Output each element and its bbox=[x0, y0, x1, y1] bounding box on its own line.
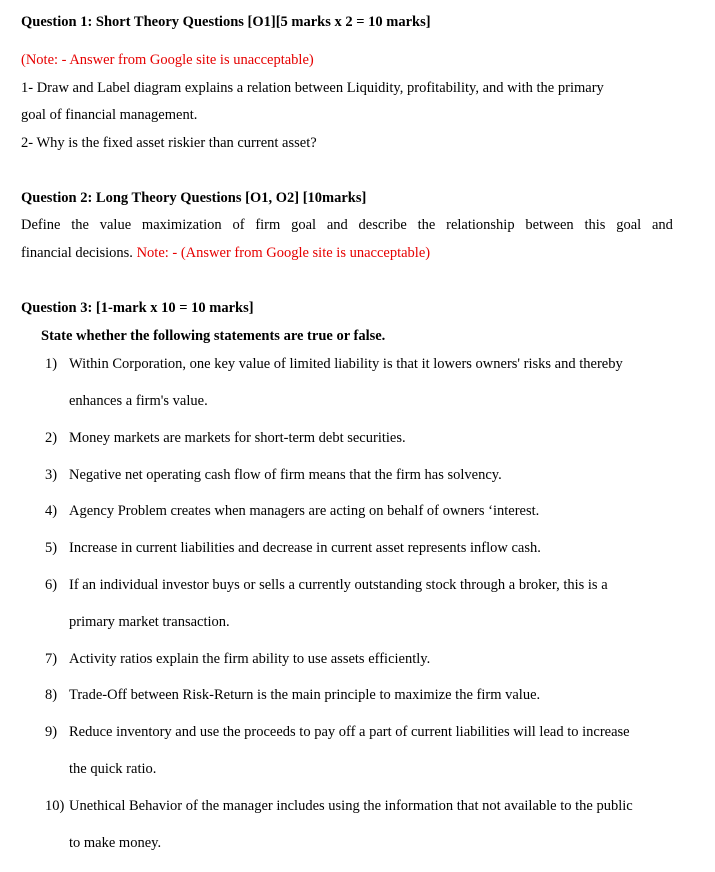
q1-item2: 2- Why is the fixed asset riskier than current asset? bbox=[21, 135, 317, 151]
q3-item-number: 3) bbox=[45, 467, 58, 483]
q2-line1-word: firm bbox=[255, 217, 281, 233]
q3-item-number: 9) bbox=[45, 724, 58, 740]
q3-item-statement: Money markets are markets for short-term debt securities. bbox=[69, 430, 406, 446]
q2-line1-word: value bbox=[99, 217, 132, 233]
q3-item-statement: Within Corporation, one key value of limited liability is that it lowers owners' risks and thereby bbox=[69, 356, 623, 372]
q2-line1-word: between bbox=[525, 217, 574, 233]
q3-item-statement-continued: the quick ratio. bbox=[69, 761, 157, 777]
q3-item-number: 1) bbox=[45, 356, 58, 372]
q1-item1-line2: goal of financial management. bbox=[21, 107, 198, 123]
q3-item-number: 7) bbox=[45, 651, 58, 667]
q2-line1 bbox=[21, 216, 673, 234]
q2-heading: Question 2: Long Theory Questions [O1, O2] [10marks] bbox=[21, 190, 367, 206]
q1-heading: Question 1: Short Theory Questions [O1][5 marks x 2 = 10 marks] bbox=[21, 14, 431, 30]
q3-item-statement: Activity ratios explain the firm ability to use assets efficiently. bbox=[69, 651, 431, 667]
q3-item-number: 2) bbox=[45, 430, 58, 446]
q2-line1-word: goal bbox=[291, 217, 317, 233]
q3-item-number: 6) bbox=[45, 577, 58, 593]
q3-item-statement: Negative net operating cash flow of firm means that the firm has solvency. bbox=[69, 467, 502, 483]
q3-heading: Question 3: [1-mark x 10 = 10 marks] bbox=[21, 300, 254, 316]
q3-item-statement-continued: enhances a firm's value. bbox=[69, 393, 208, 409]
q2-line1-word: maximization bbox=[141, 217, 222, 233]
q2-line1-word: this bbox=[584, 217, 606, 233]
q3-item-statement: Increase in current liabilities and decrease in current asset represents inflow cash. bbox=[69, 540, 541, 556]
q2-line1-word: relationship bbox=[446, 217, 515, 233]
q2-note: Note: - (Answer from Google site is unacceptable) bbox=[136, 245, 431, 261]
q3-item-number: 4) bbox=[45, 503, 58, 519]
q2-line1-word: Define bbox=[21, 217, 61, 233]
q3-item-statement: If an individual investor buys or sells a currently outstanding stock through a broker, this is a bbox=[69, 577, 608, 593]
q2-line1-word: of bbox=[232, 217, 245, 233]
q2-line2 bbox=[21, 244, 430, 262]
q3-item-statement: Unethical Behavior of the manager includes using the information that not available to the public bbox=[69, 798, 633, 814]
q2-line1-word: describe bbox=[358, 217, 407, 233]
q3-item-statement: Trade-Off between Risk-Return is the main principle to maximize the firm value. bbox=[69, 687, 541, 703]
q2-line1-word: the bbox=[71, 217, 89, 233]
q3-item-statement: Agency Problem creates when managers are acting on behalf of owners ‘interest. bbox=[69, 503, 540, 519]
q2-line1-word: and bbox=[651, 217, 673, 233]
q3-item-statement-continued: primary market transaction. bbox=[69, 614, 230, 630]
q2-line1-word: and bbox=[326, 217, 348, 233]
q3-item-number: 8) bbox=[45, 687, 58, 703]
q3-item-number: 10) bbox=[45, 798, 65, 814]
q3-item-statement-continued: to make money. bbox=[69, 835, 162, 851]
q3-item-number: 5) bbox=[45, 540, 58, 556]
q3-item-statement: Reduce inventory and use the proceeds to pay off a part of current liabilities will lead to increase bbox=[69, 724, 630, 740]
q3-instruction: State whether the following statements are true or false. bbox=[41, 328, 386, 344]
q1-note: (Note: - Answer from Google site is unacceptable) bbox=[21, 52, 314, 68]
q1-item1-line1: 1- Draw and Label diagram explains a relation between Liquidity, profitability, and with the primary bbox=[21, 80, 604, 96]
q2-line1-word: the bbox=[417, 217, 436, 233]
q2-line1-word: goal bbox=[616, 217, 642, 233]
q2-line2-text: financial decisions. bbox=[21, 245, 133, 261]
